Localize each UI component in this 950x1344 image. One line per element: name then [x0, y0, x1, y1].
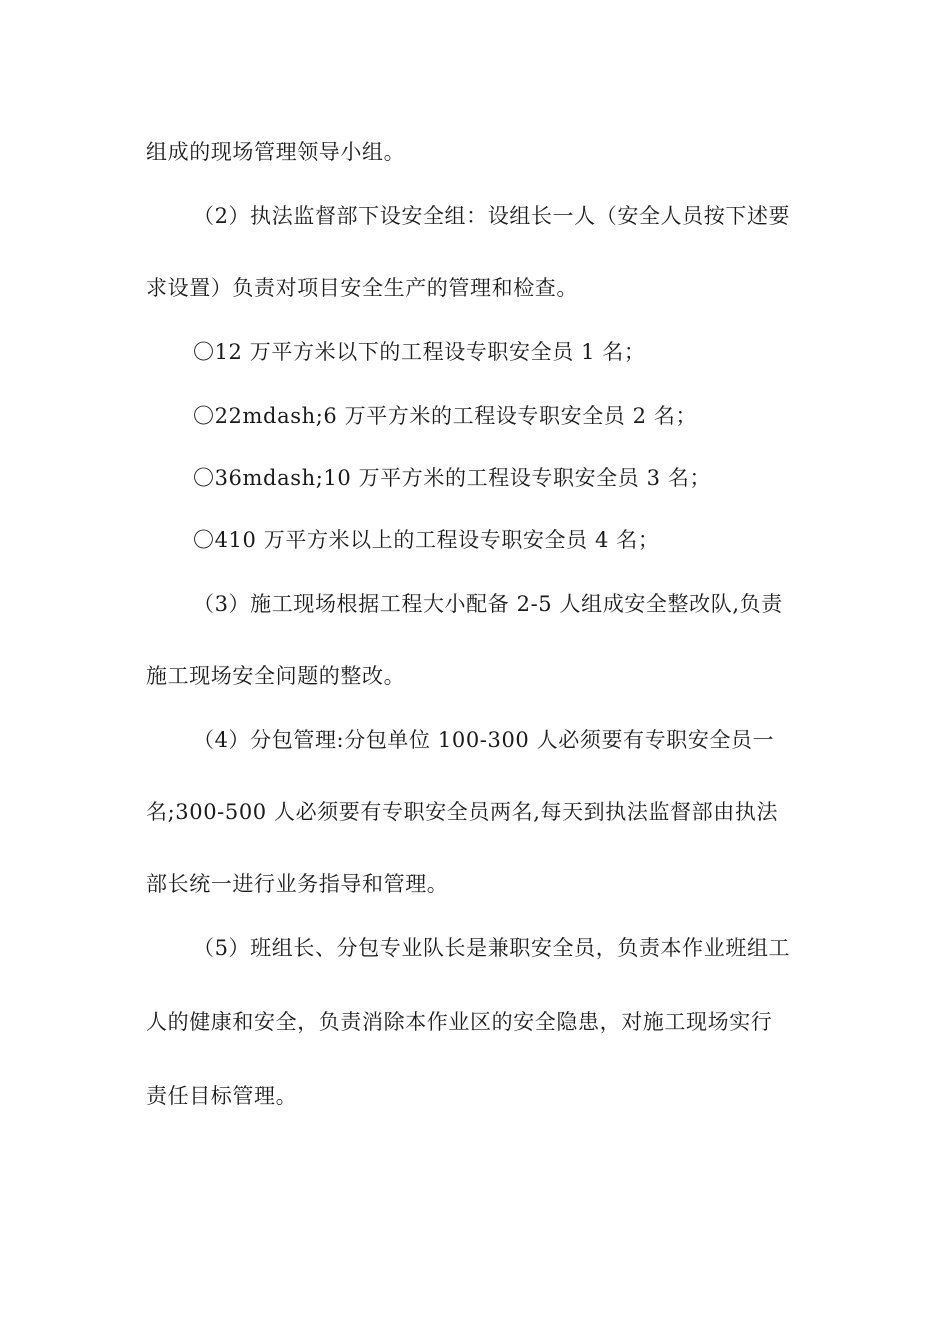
list-item: 〇36mdash;10 万平方米的工程设专职安全员 3 名；: [193, 466, 712, 490]
paragraph-line: 人的健康和安全，负责消除本作业区的安全隐患，对施工现场实行: [146, 1010, 773, 1034]
paragraph-line: 求设置）负责对项目安全生产的管理和检查。: [146, 276, 578, 300]
list-item: 〇12 万平方米以下的工程设专职安全员 1 名；: [193, 340, 646, 364]
paragraph-line: 施工现场安全问题的整改。: [146, 664, 406, 688]
list-item: 〇22mdash;6 万平方米的工程设专职安全员 2 名；: [193, 404, 698, 428]
paragraph-line: 名;300-500 人必须要有专职安全员两名,每天到执法监督部由执法: [146, 800, 779, 824]
paragraph-line: （2）执法监督部下设安全组：设组长一人（安全人员按下述要: [193, 204, 791, 228]
paragraph-line: （3）施工现场根据工程大小配备 2-5 人组成安全整改队,负责: [193, 592, 783, 616]
paragraph-line: 组成的现场管理领导小组。: [146, 140, 406, 164]
list-item: 〇410 万平方米以上的工程设专职安全员 4 名；: [193, 528, 660, 552]
paragraph-line: （4）分包管理:分包单位 100-300 人必须要有专职安全员一: [193, 728, 775, 752]
paragraph-line: 责任目标管理。: [146, 1084, 298, 1108]
paragraph-line: 部长统一进行业务指导和管理。: [146, 872, 449, 896]
paragraph-line: （5）班组长、分包专业队长是兼职安全员，负责本作业班组工: [193, 936, 791, 960]
